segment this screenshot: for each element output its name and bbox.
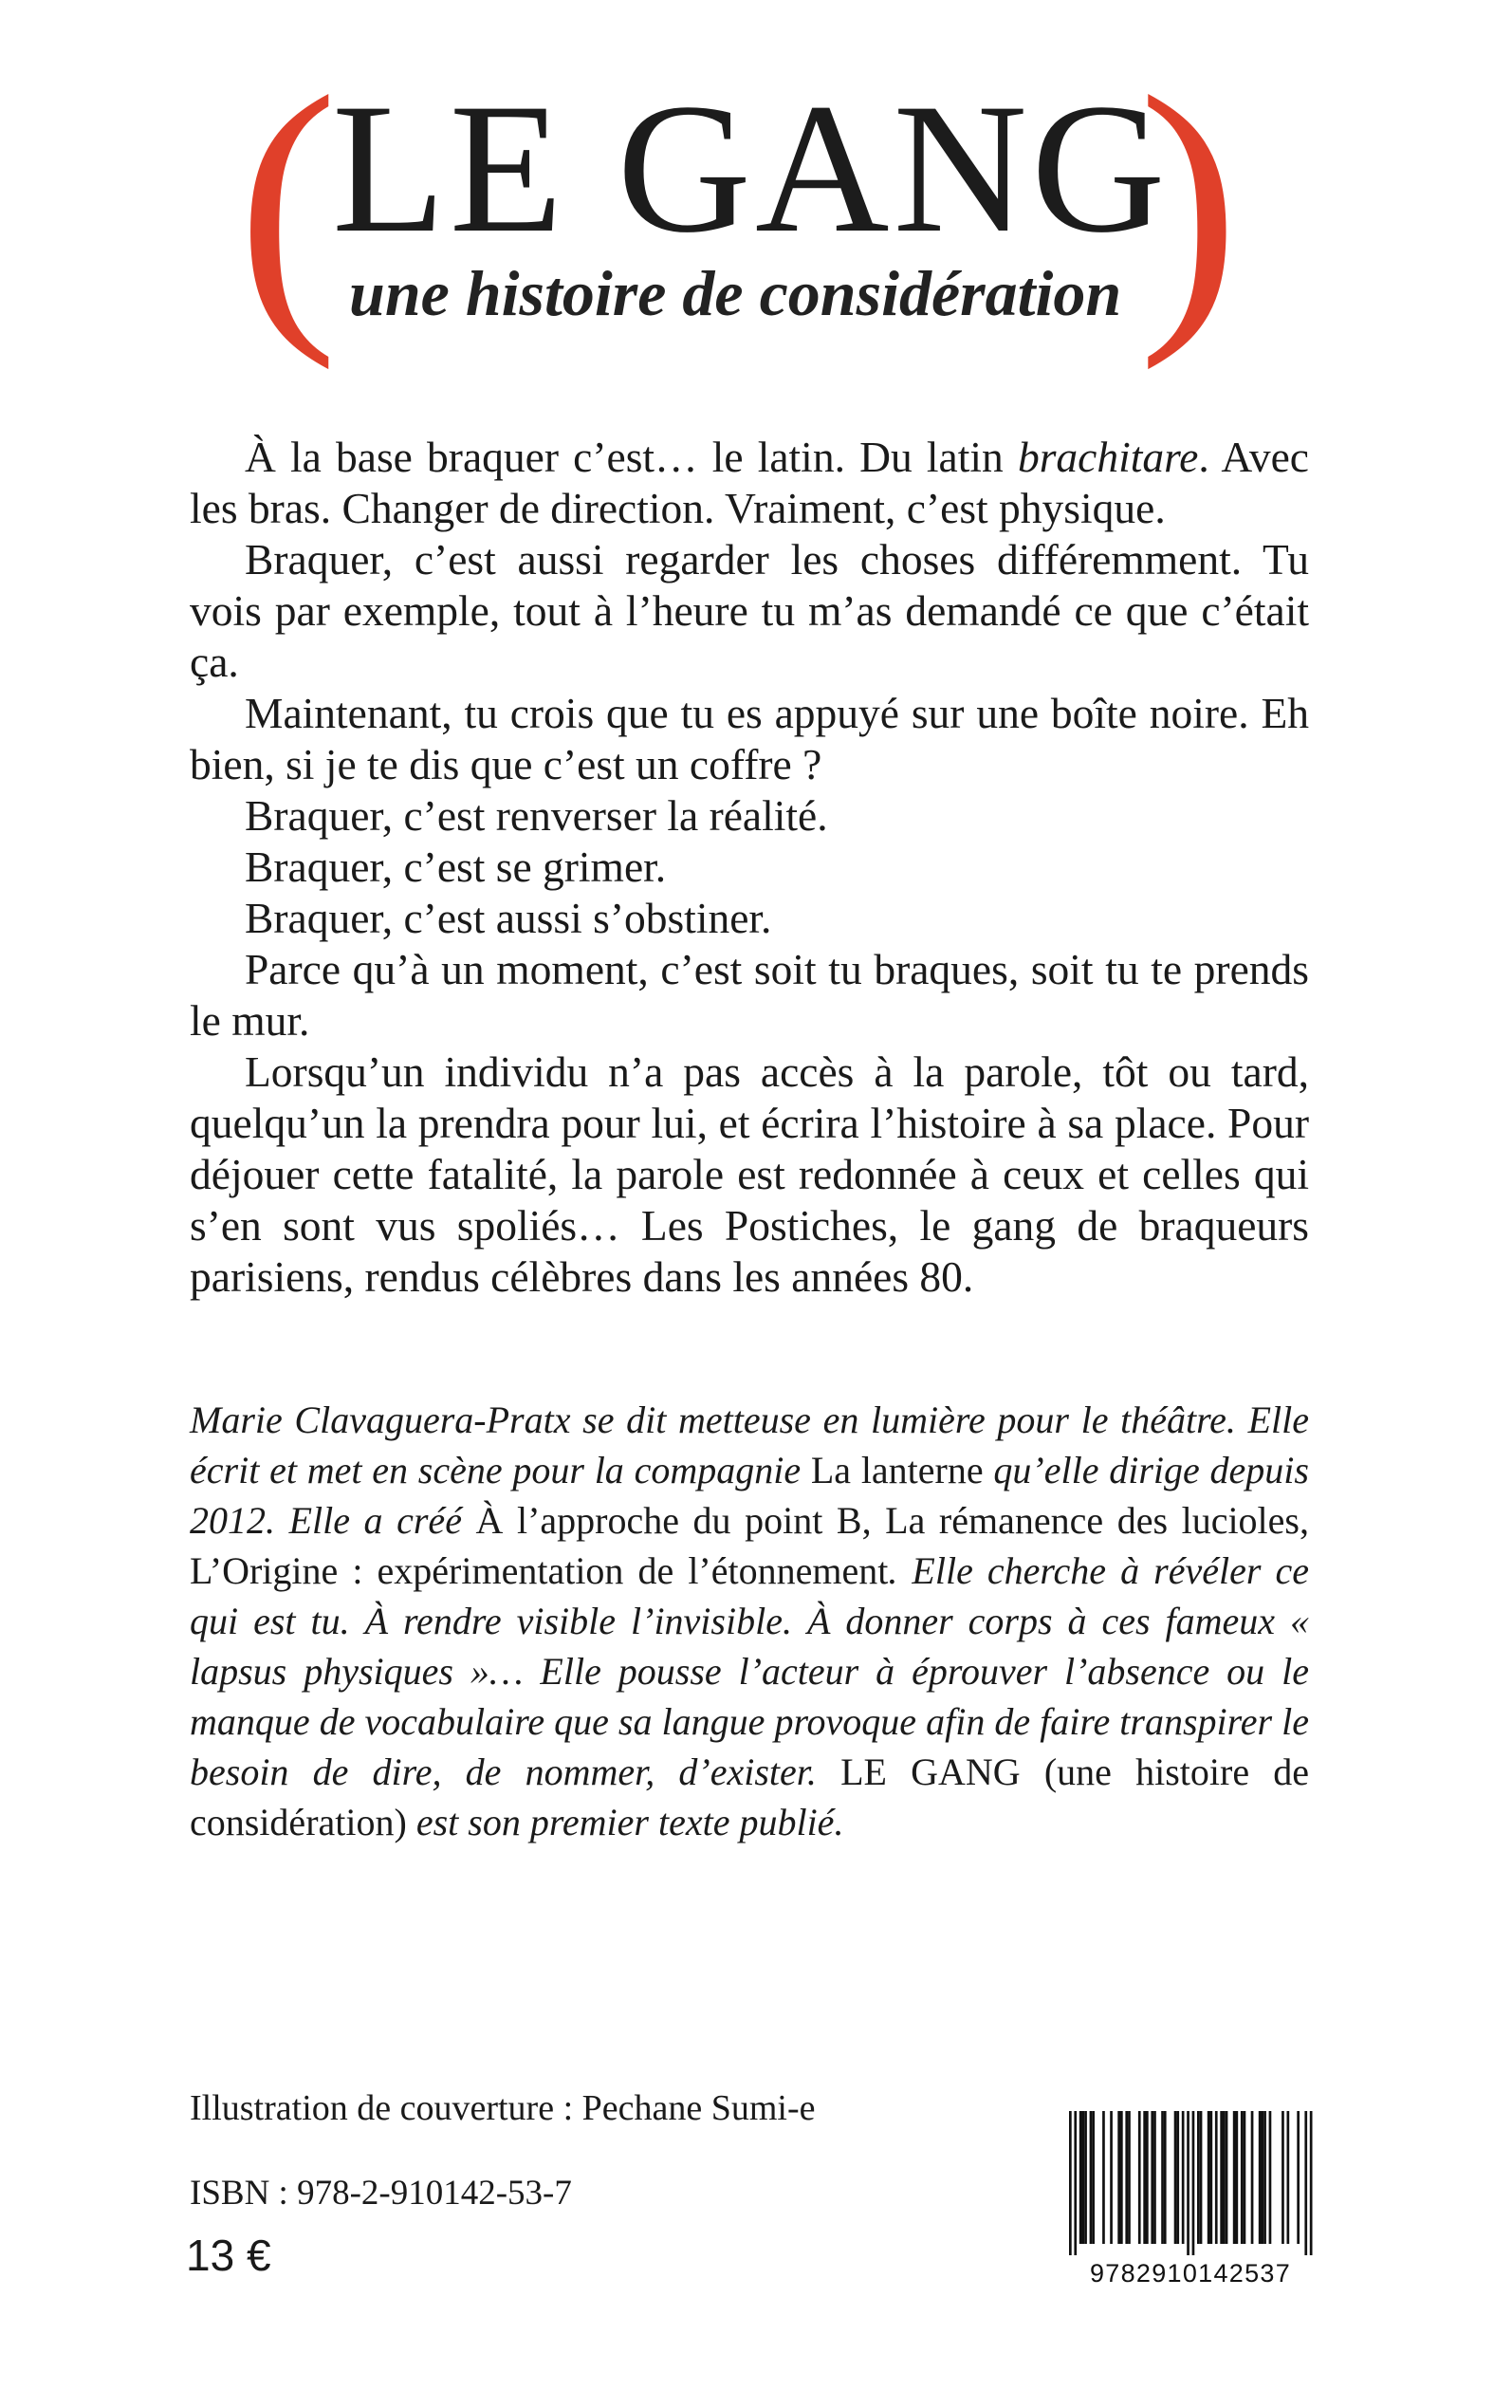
barcode-bar [1090,2111,1093,2244]
barcode-bar [1200,2111,1203,2244]
barcode-bar [1092,2111,1095,2244]
barcode-bar [1074,2111,1077,2255]
barcode-bar [1310,2111,1313,2255]
book-subtitle: une histoire de considération [349,257,1122,329]
barcode-bar [1069,2111,1072,2255]
blurb-paragraph: Lorsqu’un individu n’a pas accès à la parole, tôt ou tard, quelqu’un la prendra pour lui, et écrira l’histoire à sa place. Pour déjouer cette fatalité, la parole est redonnée à ceux et celles qui s’en sont vus spoliés… Les Postiches, le gang de braqueurs parisiens, rendus célèbres dans les années 80. [190,1047,1309,1301]
barcode-bar [1220,2111,1223,2244]
barcode-bar [1176,2111,1179,2244]
barcode-bar [1304,2111,1307,2255]
barcode-bar [1138,2111,1141,2244]
barcode-bar [1143,2111,1146,2244]
barcode-bar [1223,2111,1226,2244]
barcode-digits: 9782910142537 [1089,2259,1292,2288]
blurb-paragraph: Braquer, c’est se grimer. [245,843,667,891]
barcode-bar [1161,2111,1164,2244]
barcode-bar [1117,2111,1120,2244]
barcode-bar [1120,2111,1123,2244]
barcode-bar [1282,2111,1284,2244]
barcode [1058,2111,1323,2291]
bio-book-title: LE GANG (une histoire de considération) [190,1750,1309,1843]
barcode-bar [1297,2111,1300,2244]
title-paren-open: ( [237,35,339,371]
barcode-bar [1269,2111,1272,2244]
barcode-bar [1215,2111,1218,2244]
barcode-bar [1210,2111,1213,2244]
author-bio-paragraph [190,1395,1309,1847]
title-block [237,35,1281,371]
barcode-bar [1079,2111,1082,2244]
illustration-credit: Illustration de couverture : Pechane Sumi-e [190,2088,816,2128]
barcode-bar [1244,2111,1246,2244]
barcode-bar [1084,2111,1087,2244]
bio-text-run: . Elle cherche à révéler ce qui est tu. À rendre visible l’invisible. À donner corps à ces fameux « lapsus physiques »… Elle pousse l’acteur à éprouver l’absence ou le manque de vocabulaire que sa langue provoque afin de faire transpirer le besoin de dire, de nommer, d’exister. [190,1549,1309,1793]
blurb-paragraph: Braquer, c’est aussi s’obstiner. [245,894,772,942]
blurb-text [190,432,1309,1303]
barcode-bar [1125,2111,1128,2244]
barcode-bar [1174,2111,1177,2244]
bio-company-name: La lanterne [810,1449,984,1491]
isbn: ISBN : 978-2-910142-53-7 [190,2174,572,2213]
barcode-bar [1208,2111,1210,2244]
barcode-bar [1182,2111,1185,2244]
barcode-bar [1153,2111,1156,2244]
blurb-emphasis: brachitare [1017,433,1199,481]
barcode-bar [1287,2111,1290,2244]
barcode-bar [1082,2111,1085,2244]
blurb-paragraph [190,432,1309,534]
barcode-bar [1110,2111,1113,2244]
bio-text-run: Marie Clavaguera-Pratx se dit metteuse en lumière pour le théâtre. Elle écrit et met en scène pour la compagnie [190,1398,1309,1491]
blurb-paragraph: Braquer, c’est aussi regarder les choses différemment. Tu vois par exemple, tout à l’heure tu m’as demandé ce que c’était ça. [190,535,1309,686]
barcode-bar [1128,2111,1131,2244]
price: 13 € [186,2231,271,2280]
barcode-bar [1151,2111,1153,2244]
barcode-bar [1146,2111,1149,2244]
bio-works-list: À l’approche du point B, La rémanence des lucioles, L’Origine : expérimentation de l’étonnement [190,1499,1309,1592]
barcode-bar [1226,2111,1228,2244]
blurb-text-run: . Avec les bras. Changer de direction. Vraiment, c’est physique. [190,433,1309,532]
barcode-bar [1192,2111,1195,2255]
barcode-bar [1187,2111,1189,2255]
author-bio [190,1395,1309,1847]
blurb-text-run: À la base braquer c’est… le latin. Du latin [245,433,1018,481]
barcode-bar [1241,2111,1244,2244]
blurb-paragraph: Braquer, c’est renverser la réalité. [245,791,828,840]
barcode-bar [1197,2111,1200,2244]
barcode-bar [1259,2111,1262,2244]
barcode-bar [1262,2111,1264,2244]
barcode-bars [1058,2111,1323,2255]
barcode-bar [1102,2111,1105,2244]
title-paren-close: ) [1138,35,1240,371]
barcode-bar [1233,2111,1236,2244]
bio-text-run: qu’elle dirige depuis 2012. Elle a créé [190,1449,1309,1542]
blurb-paragraph: Parce qu’à un moment, c’est soit tu braques, soit tu te prends le mur. [190,945,1309,1045]
barcode-bar [1164,2111,1167,2244]
barcode-bar [1236,2111,1239,2244]
blurb-paragraph: Maintenant, tu crois que tu es appuyé sur une boîte noire. Eh bien, si je te dis que c’est un coffre ? [190,689,1309,788]
bio-text-run: est son premier texte publié. [406,1801,844,1843]
barcode-bar [1263,2111,1266,2244]
book-title: LE GANG [332,65,1170,271]
barcode-bar [1251,2111,1254,2244]
